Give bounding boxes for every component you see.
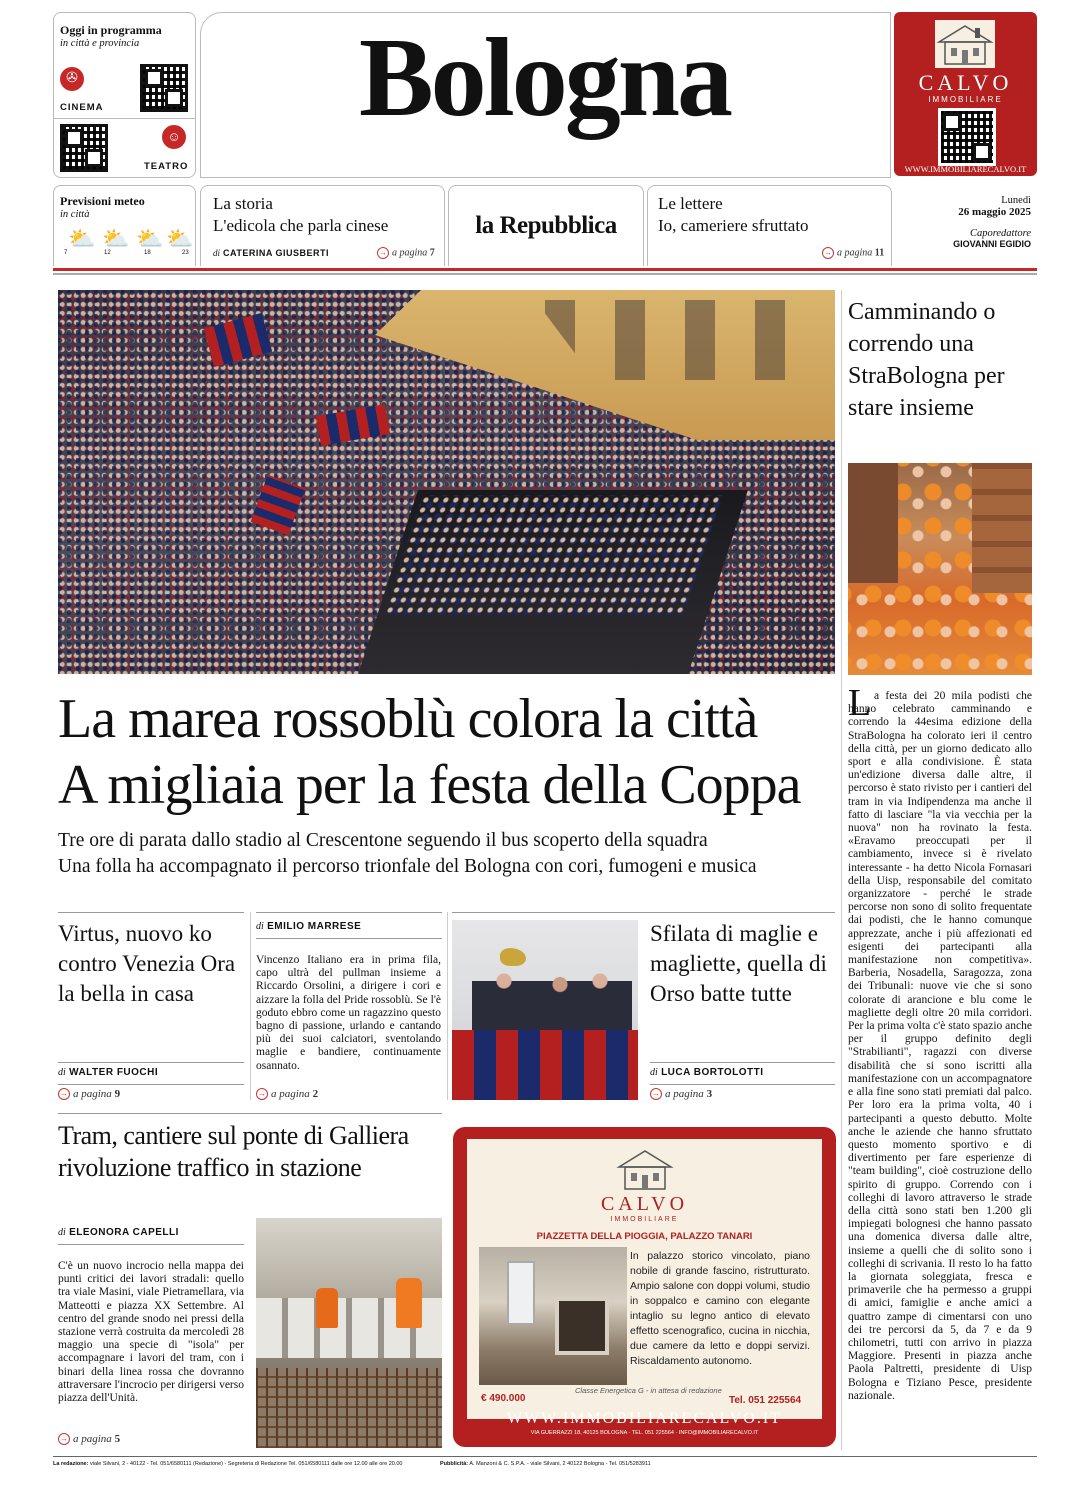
window — [507, 1261, 535, 1325]
header-rule-red — [53, 268, 1037, 271]
house-icon — [935, 20, 995, 68]
repubblica-logo[interactable]: la Repubblica — [475, 212, 617, 239]
calvo-ad-top[interactable] — [894, 12, 1037, 176]
tram-byline: di ELEONORA CAPELLI — [58, 1227, 179, 1238]
storia-title[interactable]: L'edicola che parla cinese — [213, 216, 389, 235]
row-divider — [452, 912, 835, 913]
programma-box — [53, 12, 196, 178]
lettere-box[interactable] — [647, 185, 892, 266]
ad-headline: PIAZZETTA DELLA PIOGGIA, PALAZZO TANARI — [536, 1231, 753, 1242]
teatro-icon[interactable]: ☺ — [162, 125, 186, 149]
partly-cloudy-icon: ⛅ — [68, 226, 96, 251]
calvo-brand-top: CALVO — [918, 70, 1013, 95]
main-headline-1[interactable]: La marea rossoblù colora la città — [58, 688, 758, 750]
virtus-divider — [58, 1084, 244, 1085]
stra-photo-runners — [848, 463, 1032, 675]
teatro-qr-code[interactable] — [60, 124, 108, 172]
marrese-divider — [256, 938, 442, 939]
cinema-label[interactable]: CINEMA — [60, 102, 104, 113]
date-day: Lunedì — [1001, 195, 1031, 206]
partly-cloudy-icon: ⛅ — [166, 226, 194, 251]
calvo-url-top[interactable]: WWW.IMMOBILIARECALVO.IT — [904, 164, 1027, 174]
calvo-tagline-top: IMMOBILIARE — [928, 95, 1003, 104]
sfilata-page-ref[interactable]: → a pagina 3 — [652, 1088, 713, 1100]
lettere-title[interactable]: Io, cameriere sfruttato — [658, 216, 809, 235]
programma-divider — [54, 118, 195, 119]
arrow-right-icon: → — [652, 1089, 660, 1099]
house-icon — [615, 1145, 675, 1193]
arcade-building — [972, 463, 1032, 593]
footer-pubblicita: Pubblicità: A. Manzoni & C. S.P.A. - viale Silvani, 2 40122 Bologna - Tel. 051/5283911 — [440, 1461, 651, 1467]
worker-orange — [396, 1278, 422, 1328]
meteo-hour: 7 — [64, 250, 68, 256]
stra-dropcap: L — [848, 682, 872, 724]
tram-body: C'è un nuovo incrocio nella mappa dei punti critici dei lavori stradali: quello tra viale Masini, viale Pietramellara, via Matteotti e piazza XX Settembre. Al centro del grande snodo nei pressi della stazione verrà costruita da mercoledì 28 maggio una specie di "isola" per accompagnare i lavori del tram, con i binari della linea rossa che dovranno attraversare l'incrocio per dirigersi verso piazza dell'Unità. — [58, 1260, 244, 1405]
main-headline-2[interactable]: A migliaia per la festa della Coppa — [58, 754, 801, 816]
calvo-address: VIA GUERRAZZI 18, 40125 BOLOGNA · TEL. 051 225564 · INFO@IMMOBILIARECALVO.IT — [530, 1430, 759, 1436]
main-photo-crowd — [58, 290, 835, 674]
arcade-building — [848, 463, 898, 583]
calvo-qr-code[interactable] — [938, 108, 996, 166]
date-full: 26 maggio 2025 — [958, 206, 1031, 218]
tram-worksite-photo — [256, 1218, 442, 1448]
main-subheadline-1: Tre ore di parata dallo stadio al Crescentone seguendo il bus scoperto della squadra — [58, 830, 708, 851]
sfilata-divider — [650, 1062, 835, 1063]
repubblica-logo-box — [448, 185, 644, 266]
calvo-tagline-bottom: IMMOBILIARE — [610, 1216, 679, 1223]
worker-orange — [316, 1288, 338, 1328]
trumpet — [500, 948, 526, 966]
date-editor: GIOVANNI EGIDIO — [953, 239, 1031, 249]
row-divider — [58, 912, 244, 913]
arrow-right-icon: → — [258, 1089, 266, 1099]
tram-title-1[interactable]: Tram, cantiere sul ponte di Galliera — [58, 1121, 409, 1150]
tram-page-ref[interactable]: → a pagina 5 — [60, 1433, 121, 1445]
row-divider — [58, 1113, 442, 1114]
bus-body — [452, 1030, 638, 1100]
cinema-qr-code[interactable] — [140, 64, 188, 112]
meteo-subtitle: in città — [60, 209, 90, 220]
meteo-hour: 18 — [144, 250, 151, 256]
arrow-right-icon: → — [60, 1089, 68, 1099]
programma-subtitle: in città e provincia — [60, 38, 140, 49]
row-divider — [256, 912, 442, 913]
date-box — [894, 185, 1037, 265]
calvo-url-bottom[interactable]: WWW.IMMOBILIARECALVO.IT — [506, 1410, 782, 1427]
virtus-page-ref[interactable]: → a pagina 9 — [60, 1088, 121, 1100]
ad-description: In palazzo storico vincolato, piano nobile di grande fascino, ristrutturato. Ampio salone con doppi volumi, studio in soppalco e camino con elegante intaglio su legno antico di elevato effetto scenografico, cucina in nicchia, due camere da letto e doppi servizi. Riscaldamento autonomo. — [630, 1250, 810, 1367]
main-subheadline-2: Una folla ha accompagnato il percorso trionfale del Bologna con cori, fumogeni e musica — [58, 856, 757, 877]
fireplace — [555, 1297, 609, 1355]
flag-rossoblu — [204, 313, 272, 367]
virtus-divider — [58, 1062, 244, 1063]
meteo-title: Previsioni meteo — [60, 194, 145, 208]
arrow-right-icon: → — [60, 1434, 68, 1444]
flag-rossoblu — [316, 404, 390, 446]
players-on-bus — [472, 960, 632, 1030]
bus-players-photo — [452, 920, 638, 1100]
footer-rule — [53, 1456, 1037, 1457]
header-rule-grey — [53, 273, 1037, 275]
sfilata-divider — [650, 1084, 835, 1085]
ad-interior-photo — [479, 1247, 627, 1385]
marrese-body: Vincenzo Italiano era in prima fila, capo ultrà del pullman insieme a Riccardo Orsolini, a dirigere i cori e aizzare la folla del Pride rossoblù. Se l'è goduto ebbro come un ragazzino questo bagno di passione, urlando e cantando più dei suoi calciatori, sventolando maglie e bandiere, continuamente osannato. — [256, 954, 441, 1072]
arrow-right-icon: → — [379, 248, 387, 257]
stra-body: a festa dei 20 mila podisti che hanno celebrato camminando e correndo la 44esima edizione della StraBologna ha colorato ieri il centro della città, per un giorno dedicato allo sport e alla condivisione. È stata un'edizione diversa dalle altre, il percorso è stato rivisto per i cantieri del tram in via Indipendenza ma anche il fatto di lasciare "la via vecchia per la nuova" non ha rovinato la festa. «Eravamo preoccupati per il cambiamento, invece si è rivelato interessante - ha detto Nicola Fornasari della Uisp, responsabile del comitato organizzatore - perché le strade percorse non sono di solito frequentate dai podisti, che le hanno comunque apprezzate, anche i più affezionati ed esigenti dei partecipanti alla manifestazione non competitiva». Barberia, Nosadella, Saragozza, zona dei Tribunali: nuove vie che si sono colorate di arancione e blu come le magliette degli oltre 20 mila corridori. Per la prima volta c'è stato spazio anche per il gruppo definito degli "Strabilianti", ragazzi con diverse disabilità che si sono iscritti alla manifestazione con un accompagnatore e alla fine sono stati premiati dal palco. Per loro era la prima volta, 40 i partecipanti a questo debutto. Molte anche le aziende che hanno sfruttato questo momento sportivo e di divertimento per fare esperienze di "team building", cioè costruzione dello spirito di gruppo. Correndo con i colleghi di lavoro attraverso le strade della città sono stati ben 1.200 gli impiegati bolognesi che hanno passato una domenica diversa dalle altre, insieme a quelli che di solito sono i colleghi di scrivania. Il resto lo ha fatto la giornata soleggiata, fresca e primaverile che ha permesso a gruppi di amici, famiglie e anche amici a quattro zampe di cimentarsi con uno dei tre percorsi da 5, da 7 e da 9 chilometri, tutti con arrivo in piazza Maggiore. Presenti in piazza anche Paola Paltretti, presidente di Uisp Bologna e Tiziano Pesce, presidente nazionale. — [848, 690, 1032, 1402]
date-role: Caporedattore — [969, 228, 1031, 239]
calvo-ad-bottom[interactable] — [453, 1127, 836, 1447]
tram-title-2[interactable]: rivoluzione traffico in stazione — [58, 1153, 362, 1182]
ad-energy-class: Classe Energetica G - in attesa di redazione — [575, 1386, 722, 1395]
teatro-label[interactable]: TEATRO — [144, 161, 189, 172]
rebar-grid — [256, 1368, 442, 1448]
stra-title[interactable]: Camminando o correndo una StraBologna per stare insieme — [848, 299, 1005, 421]
col-divider — [447, 912, 448, 1100]
storia-box[interactable] — [200, 185, 445, 266]
sfilata-byline: di LUCA BORTOLOTTI — [650, 1067, 764, 1078]
arrow-right-icon: → — [824, 248, 832, 257]
virtus-byline: di WALTER FUOCHI — [58, 1067, 159, 1078]
bus-crowd — [384, 495, 723, 615]
tram-divider — [58, 1244, 244, 1245]
calvo-brand-bottom: CALVO — [600, 1193, 689, 1215]
footer-redazione: La redazione: viale Silvani, 2 - 40122 - Tel. 051/6580111 (Redazione) - Segreteria di Redazione Tel. 051/6580111 dalle ore 12.00 alle ore 20.00 — [53, 1461, 403, 1467]
sfilata-title[interactable]: Sfilata di maglie e magliette, quella di Orso batte tutte — [650, 921, 827, 1006]
storia-kicker: La storia — [213, 194, 273, 213]
ad-price: € 490.000 — [481, 1393, 526, 1404]
meteo-icons — [60, 226, 192, 256]
programma-title: Oggi in programma — [60, 23, 162, 37]
ad-phone[interactable]: Tel. 051 225564 — [729, 1395, 802, 1406]
right-column-divider — [841, 290, 842, 1450]
virtus-title[interactable]: Virtus, nuovo ko contro Venezia Ora la bella in casa — [58, 921, 236, 1006]
cinema-icon[interactable]: ✇ — [60, 67, 84, 91]
flag-rossoblu — [251, 475, 306, 536]
masthead-title: Bologna — [358, 16, 731, 140]
marrese-page-ref[interactable]: → a pagina 2 — [258, 1088, 319, 1100]
lettere-page-ref[interactable]: → a pagina 11 — [824, 247, 885, 259]
partly-cloudy-icon: ⛅ — [102, 226, 130, 251]
storia-byline: di CATERINA GIUSBERTI — [213, 248, 330, 258]
lettere-kicker: Le lettere — [658, 194, 723, 213]
storia-page-ref[interactable]: → a pagina 7 — [379, 247, 435, 259]
meteo-hour: 12 — [104, 250, 111, 256]
meteo-hour: 23 — [182, 250, 189, 256]
marrese-byline: di EMILIO MARRESE — [256, 921, 362, 932]
calvo-ad-panel — [467, 1139, 822, 1419]
col-divider — [250, 912, 251, 1100]
partly-cloudy-icon: ⛅ — [136, 226, 164, 251]
meteo-box — [53, 185, 196, 266]
